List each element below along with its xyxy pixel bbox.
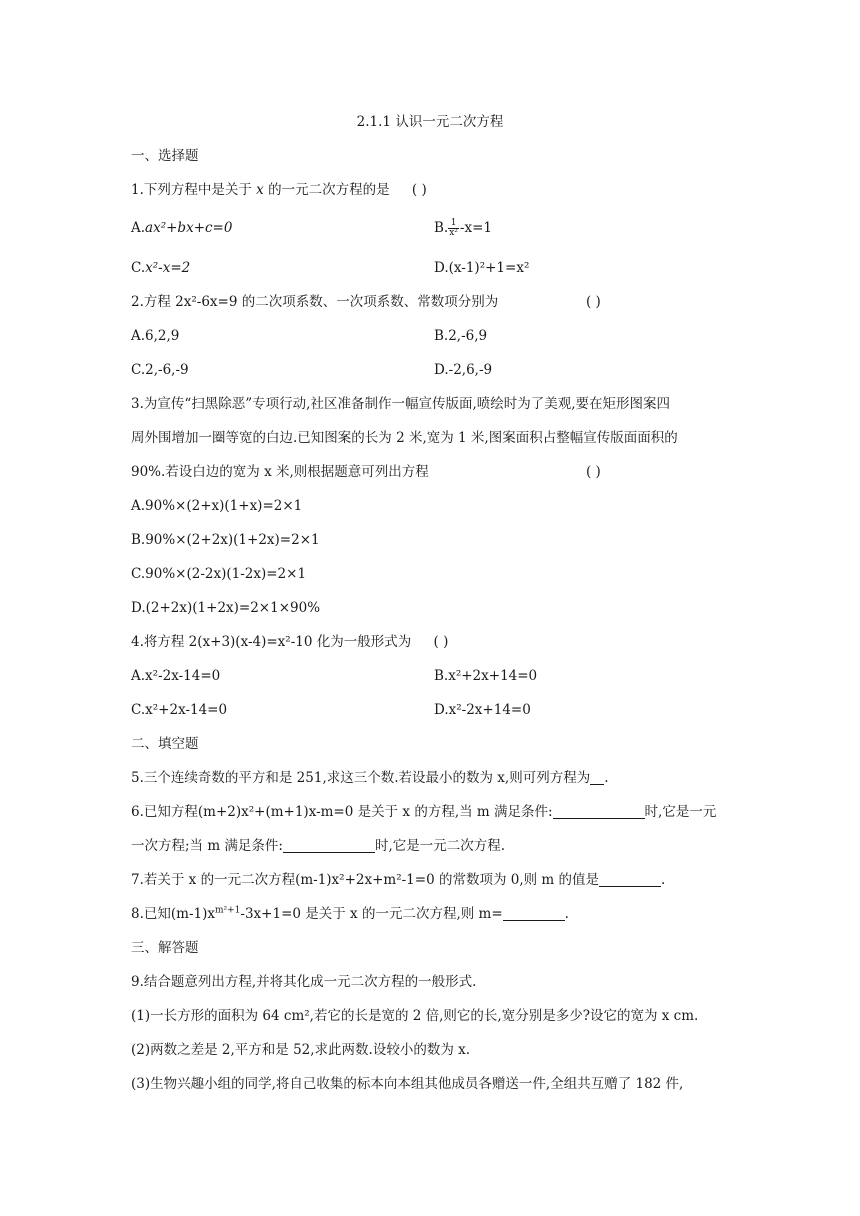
- question-8: 8.已知$(m-1)x^{m^2+1}-3x+1=0$ 是关于 x 的一元二次方程,则 m= .: [131, 905, 569, 922]
- q4-option-d: D.x²-2x+14=0: [434, 702, 531, 718]
- question-9-part-3: (3)生物兴趣小组的同学,将自己收集的标本向本组其他成员各赠送一件,全组共互赠了 182 件,: [131, 1076, 684, 1092]
- question-3-line-3: 90%.若设白边的宽为 x 米,则根据题意可列出方程: [131, 464, 429, 480]
- q1-option-c: C.x²-x=2: [131, 260, 191, 276]
- q3-option-d: D.(2+2x)(1+2x)=2×1×90%: [131, 600, 321, 616]
- q1-option-b: B. $\frac{1}{\text{x²}}$ -x=1: [434, 218, 492, 238]
- question-9: 9.结合题意列出方程,并将其化成一元二次方程的一般形式.: [131, 974, 477, 990]
- q2-option-b: B.2,-6,9: [434, 328, 488, 344]
- q2-option-d: D.-2,6,-9: [434, 362, 493, 378]
- section-answer: 三、解答题: [131, 940, 199, 956]
- q4-option-b: B.x²+2x+14=0: [434, 668, 538, 684]
- q3-option-b: B.90%×(2+2x)(1+2x)=2×1: [131, 532, 320, 548]
- question-2: 2.方程 2x²-6x=9 的二次项系数、一次项系数、常数项分别为: [131, 294, 499, 310]
- question-4: 4.将方程 2(x+3)(x-4)=x²-10 化为一般形式为 ( ): [131, 634, 449, 650]
- q4-option-c: C.x²+2x-14=0: [131, 702, 228, 718]
- question-7: 7.若关于 x 的一元二次方程(m-1)x²+2x+m²-1=0 的常数项为 0,则 m 的值是 .: [131, 872, 666, 888]
- q4-option-a: A.x²-2x-14=0: [131, 668, 221, 684]
- fraction: $\frac{1}{\text{x²}}$: [449, 218, 458, 238]
- q3-option-c: C.90%×(2-2x)(1-2x)=2×1: [131, 566, 307, 582]
- question-6-line-1: 6.已知方程(m+2)x²+(m+1)x-m=0 是关于 x 的方程,当 m 满足条件: 时,它是一元: [131, 804, 717, 820]
- answer-blank[interactable]: [283, 838, 375, 853]
- answer-blank[interactable]: [599, 872, 661, 887]
- question-5: 5.三个连续奇数的平方和是 251,求这三个数.若设最小的数为 x,则可列方程为 .: [131, 770, 609, 786]
- q3-option-a: A.90%×(2+x)(1+x)=2×1: [131, 498, 303, 514]
- page-title: 2.1.1 认识一元二次方程: [356, 114, 504, 130]
- q1-option-d: D.(x-1)²+1=x²: [434, 260, 530, 276]
- q2-option-c: C.2,-6,-9: [131, 362, 189, 378]
- q1-option-a-expr: ax²+bx+c=0: [145, 220, 233, 236]
- question-3-line-2: 周外围增加一圈等宽的白边.已知图案的长为 2 米,宽为 1 米,图案面积占整幅宣传版面面积的: [131, 430, 678, 446]
- question-6-line-2: 一次方程;当 m 满足条件: 时,它是一元二次方程.: [131, 838, 506, 854]
- section-choice: 一、选择题: [131, 148, 199, 164]
- question-1: 1.下列方程中是关于 x 的一元二次方程的是 ( ): [131, 182, 427, 198]
- question-9-part-1: (1)一长方形的面积为 64 cm²,若它的长是宽的 2 倍,则它的长,宽分别是多少?设它的宽为 x cm.: [131, 1008, 699, 1024]
- answer-paren: ( ): [411, 182, 427, 198]
- answer-blank[interactable]: [590, 770, 604, 785]
- answer-blank[interactable]: [503, 906, 565, 921]
- answer-paren: ( ): [586, 294, 601, 310]
- question-9-part-2: (2)两数之差是 2,平方和是 52,求此两数.设较小的数为 x.: [131, 1042, 471, 1058]
- section-fill-in: 二、填空题: [131, 736, 199, 752]
- exponent: m²+1: [214, 905, 241, 916]
- answer-paren: ( ): [433, 634, 449, 650]
- q1-option-a: A.ax²+bx+c=0: [131, 220, 233, 236]
- answer-blank[interactable]: [553, 804, 645, 819]
- q2-option-a: A.6,2,9: [131, 328, 180, 344]
- question-3-line-1: 3.为宣传“扫黑除恶”专项行动,社区准备制作一幅宣传版面,喷绘时为了美观,要在矩形图案四: [131, 396, 671, 412]
- answer-paren: ( ): [586, 464, 601, 480]
